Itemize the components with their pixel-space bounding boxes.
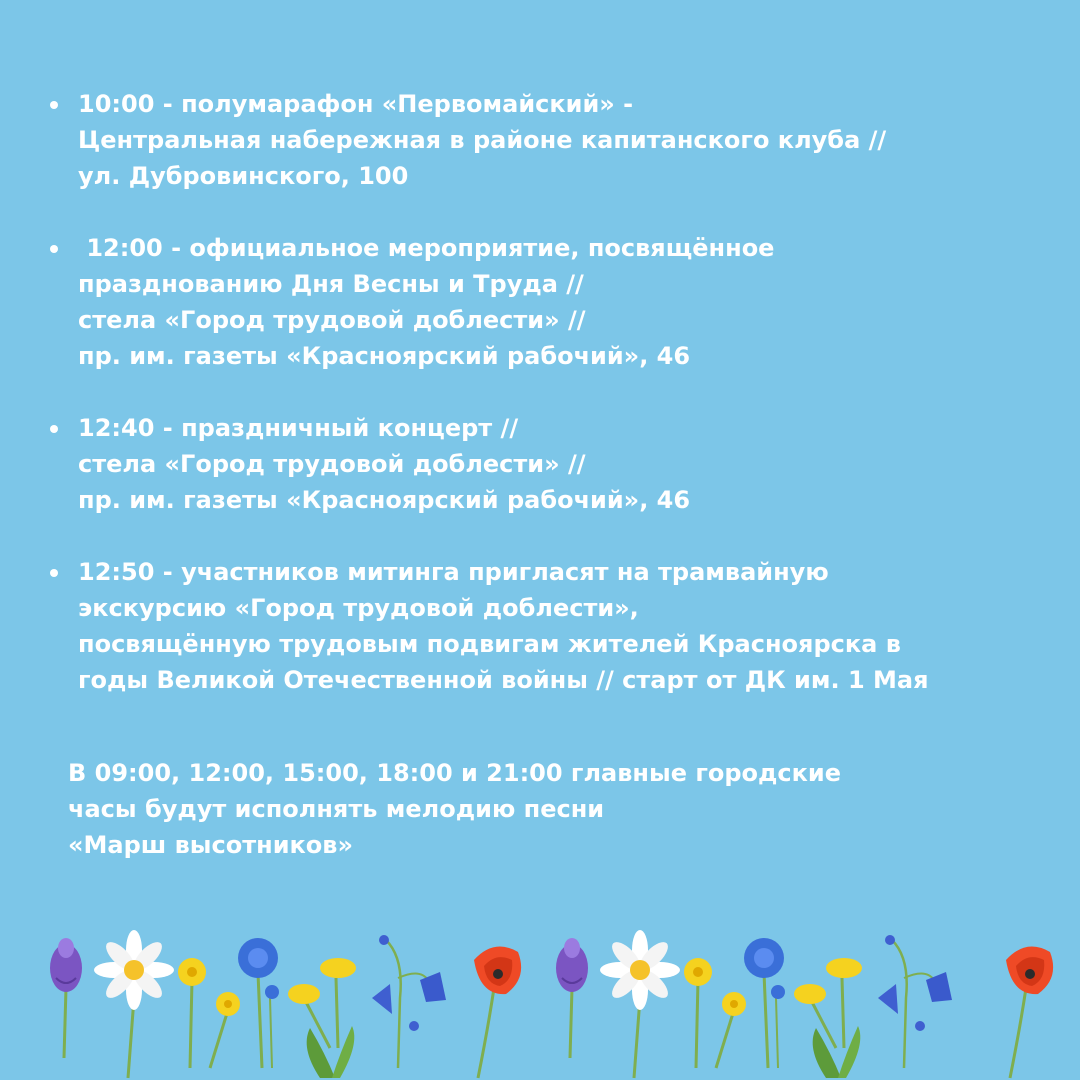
- event-text-line: празднованию Дня Весны и Труда //: [78, 270, 584, 298]
- bullet-icon: [50, 101, 58, 109]
- event-text-line: стела «Город трудовой доблести» //: [78, 450, 586, 478]
- event-text-line: стела «Город трудовой доблести» //: [78, 306, 586, 334]
- event-text-line: годы Великой Отечественной войны // старт от ДК им. 1 Мая: [78, 666, 929, 694]
- bullet-icon: [50, 569, 58, 577]
- bullet-icon: [50, 245, 58, 253]
- event-text-line: Центральная набережная в районе капитанского клуба //: [78, 126, 887, 154]
- buttercup-flower-icon: [684, 958, 746, 1068]
- event-item: [50, 86, 1050, 194]
- event-text-line: пр. им. газеты «Красноярский рабочий», 46: [78, 342, 691, 370]
- bullet-icon: [50, 425, 58, 433]
- event-schedule: [50, 86, 1050, 734]
- note-text-line: часы будут исполнять мелодию песни: [68, 795, 605, 823]
- poppy-flower-icon: [474, 947, 521, 1078]
- event-item: [50, 554, 1050, 698]
- bellflower-icon: [372, 935, 446, 1068]
- event-text-line: пр. им. газеты «Красноярский рабочий», 46: [78, 486, 691, 514]
- dandelion-flower-icon: [794, 958, 862, 1078]
- event-text-line: 12:00 - официальное мероприятие, посвящённое: [78, 234, 775, 262]
- buttercup-flower-icon: [178, 958, 240, 1068]
- dandelion-flower-icon: [288, 958, 356, 1078]
- chamomile-flower-icon: [94, 930, 174, 1078]
- event-item: [50, 410, 1050, 518]
- event-text-line: посвящённую трудовым подвигам жителей Красноярска в: [78, 630, 901, 658]
- event-text-line: 12:40 - праздничный концерт //: [78, 414, 519, 442]
- flower-group-left: [50, 930, 521, 1078]
- bellflower-icon: [878, 935, 952, 1068]
- flower-group-right: [556, 930, 1053, 1078]
- lavender-flower-icon: [50, 938, 82, 1058]
- cornflower-icon: [744, 938, 785, 1068]
- lavender-flower-icon: [556, 938, 588, 1058]
- event-text-line: 10:00 - полумарафон «Первомайский» -: [78, 90, 634, 118]
- poppy-flower-icon: [1006, 947, 1053, 1078]
- event-text-line: ул. Дубровинского, 100: [78, 162, 409, 190]
- event-text-line: экскурсию «Город трудовой доблести»,: [78, 594, 639, 622]
- event-text-line: 12:50 - участников митинга пригласят на трамвайную: [78, 558, 829, 586]
- note-text-line: В 09:00, 12:00, 15:00, 18:00 и 21:00 главные городские: [68, 759, 842, 787]
- note-text-line: «Марш высотников»: [68, 831, 353, 859]
- clock-melody-note: [68, 755, 1028, 863]
- event-item: [50, 230, 1050, 374]
- cornflower-icon: [238, 938, 279, 1068]
- chamomile-flower-icon: [600, 930, 680, 1078]
- flower-border: [0, 918, 1080, 1080]
